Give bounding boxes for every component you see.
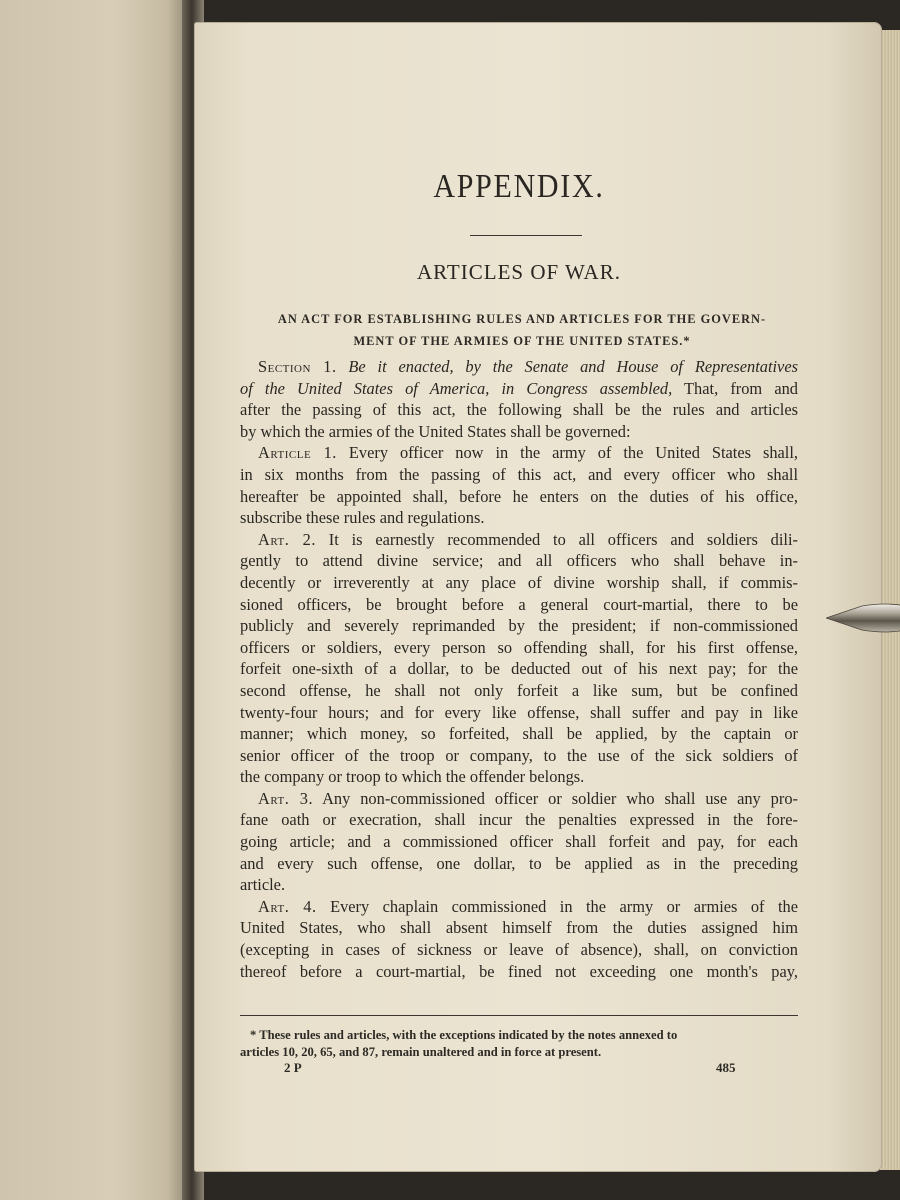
- article-text: decently or irreverently at any place of divine worship shall, if commis-: [240, 572, 798, 592]
- section-text: after the passing of this act, the following shall be the rules and articles: [240, 400, 798, 420]
- article-text: and every such offense, one dollar, to be applied as in the preceding: [240, 853, 798, 873]
- heading-rule: [470, 235, 582, 236]
- footnote-rule: [240, 1015, 798, 1016]
- page-heading: APPENDIX.: [433, 168, 605, 205]
- book-page: [194, 22, 882, 1172]
- footnote: [240, 1027, 798, 1061]
- article-text: going article; and a commissioned officer shall forfeit and pay, for each: [240, 832, 798, 852]
- article-text: in six months from the passing of this act, and every officer who shall: [240, 464, 798, 484]
- footnote-line-2: articles 10, 20, 65, and 87, remain unaltered and in force at present.: [240, 1045, 602, 1059]
- article-text: Every chaplain commissioned in the army or armies of the: [330, 896, 798, 916]
- section-text: That, from and: [684, 378, 798, 398]
- article-text: senior officer of the troop or company, to the use of the sick soldiers of: [240, 745, 798, 765]
- enacting-clause: Be it enacted, by the Senate and House of Representatives: [348, 357, 798, 376]
- act-title-line-1: AN ACT FOR ESTABLISHING RULES AND ARTICLES FOR THE GOVERN-: [277, 312, 767, 326]
- article-text: publicly and severely reprimanded by the president; if non-commissioned: [240, 616, 798, 636]
- article-2: [240, 529, 798, 788]
- article-text: twenty-four hours; and for every like offense, shall suffer and pay in like: [240, 702, 798, 722]
- article-text: fane oath or execration, shall incur the penalties expressed in the fore-: [240, 810, 798, 830]
- article-text: (excepting in cases of sickness or leave of absence), shall, on conviction: [240, 940, 798, 960]
- article-4: [240, 896, 798, 982]
- section-title: ARTICLES OF WAR.: [417, 260, 621, 284]
- section-label: Section 1.: [258, 357, 337, 376]
- article-text: thereof before a court-martial, be fined not exceeding one month's pay,: [240, 961, 798, 981]
- metal-pointer-icon: [826, 600, 900, 636]
- article-label: Art. 4.: [258, 896, 317, 916]
- articles-body: [240, 356, 798, 982]
- article-label: Art. 3.: [258, 788, 314, 808]
- article-text: forfeit one-sixth of a dollar, to be deducted out of his next pay; for the: [240, 659, 798, 679]
- act-title: [246, 308, 798, 352]
- article-text: the company or troop to which the offender belongs.: [240, 767, 585, 787]
- section-text: by which the armies of the United States shall be governed:: [240, 421, 631, 441]
- facing-page-left: [0, 0, 190, 1200]
- article-text: Any non-commissioned officer or soldier who shall use any pro-: [322, 788, 798, 808]
- act-title-line-2: MENT OF THE ARMIES OF THE UNITED STATES.*: [353, 334, 691, 348]
- section-1: [240, 356, 798, 442]
- article-text: sioned officers, be brought before a general court-martial, there to be: [240, 594, 798, 614]
- article-1: [240, 442, 798, 528]
- article-text: gently to attend divine service; and all officers who shall behave in-: [240, 551, 798, 571]
- signature-mark: 2 P: [284, 1060, 302, 1075]
- article-text: Every officer now in the army of the United States shall,: [348, 443, 799, 463]
- article-text: It is earnestly recommended to all officers and soldiers dili-: [328, 529, 798, 549]
- article-text: article.: [240, 875, 286, 895]
- article-3: [240, 788, 798, 896]
- article-label: Art. 2.: [258, 529, 316, 549]
- footnote-line-1: * These rules and articles, with the exceptions indicated by the notes annexed to: [250, 1028, 678, 1042]
- article-label: Article 1.: [258, 443, 337, 463]
- page-number: 485: [716, 1060, 736, 1075]
- article-text: second offense, he shall not only forfeit a like sum, but be confined: [240, 680, 798, 700]
- article-text: United States, who shall absent himself from the duties assigned him: [240, 918, 798, 938]
- article-text: manner; which money, so forfeited, shall be applied, by the captain or: [240, 724, 798, 744]
- enacting-clause-continued: of the United States of America, in Congress assembled,: [240, 378, 673, 398]
- article-text: officers or soldiers, every person so offending shall, for his first offense,: [240, 637, 798, 657]
- article-text: hereafter be appointed shall, before he enters on the duties of his office,: [240, 486, 798, 506]
- article-text: subscribe these rules and regulations.: [240, 508, 485, 528]
